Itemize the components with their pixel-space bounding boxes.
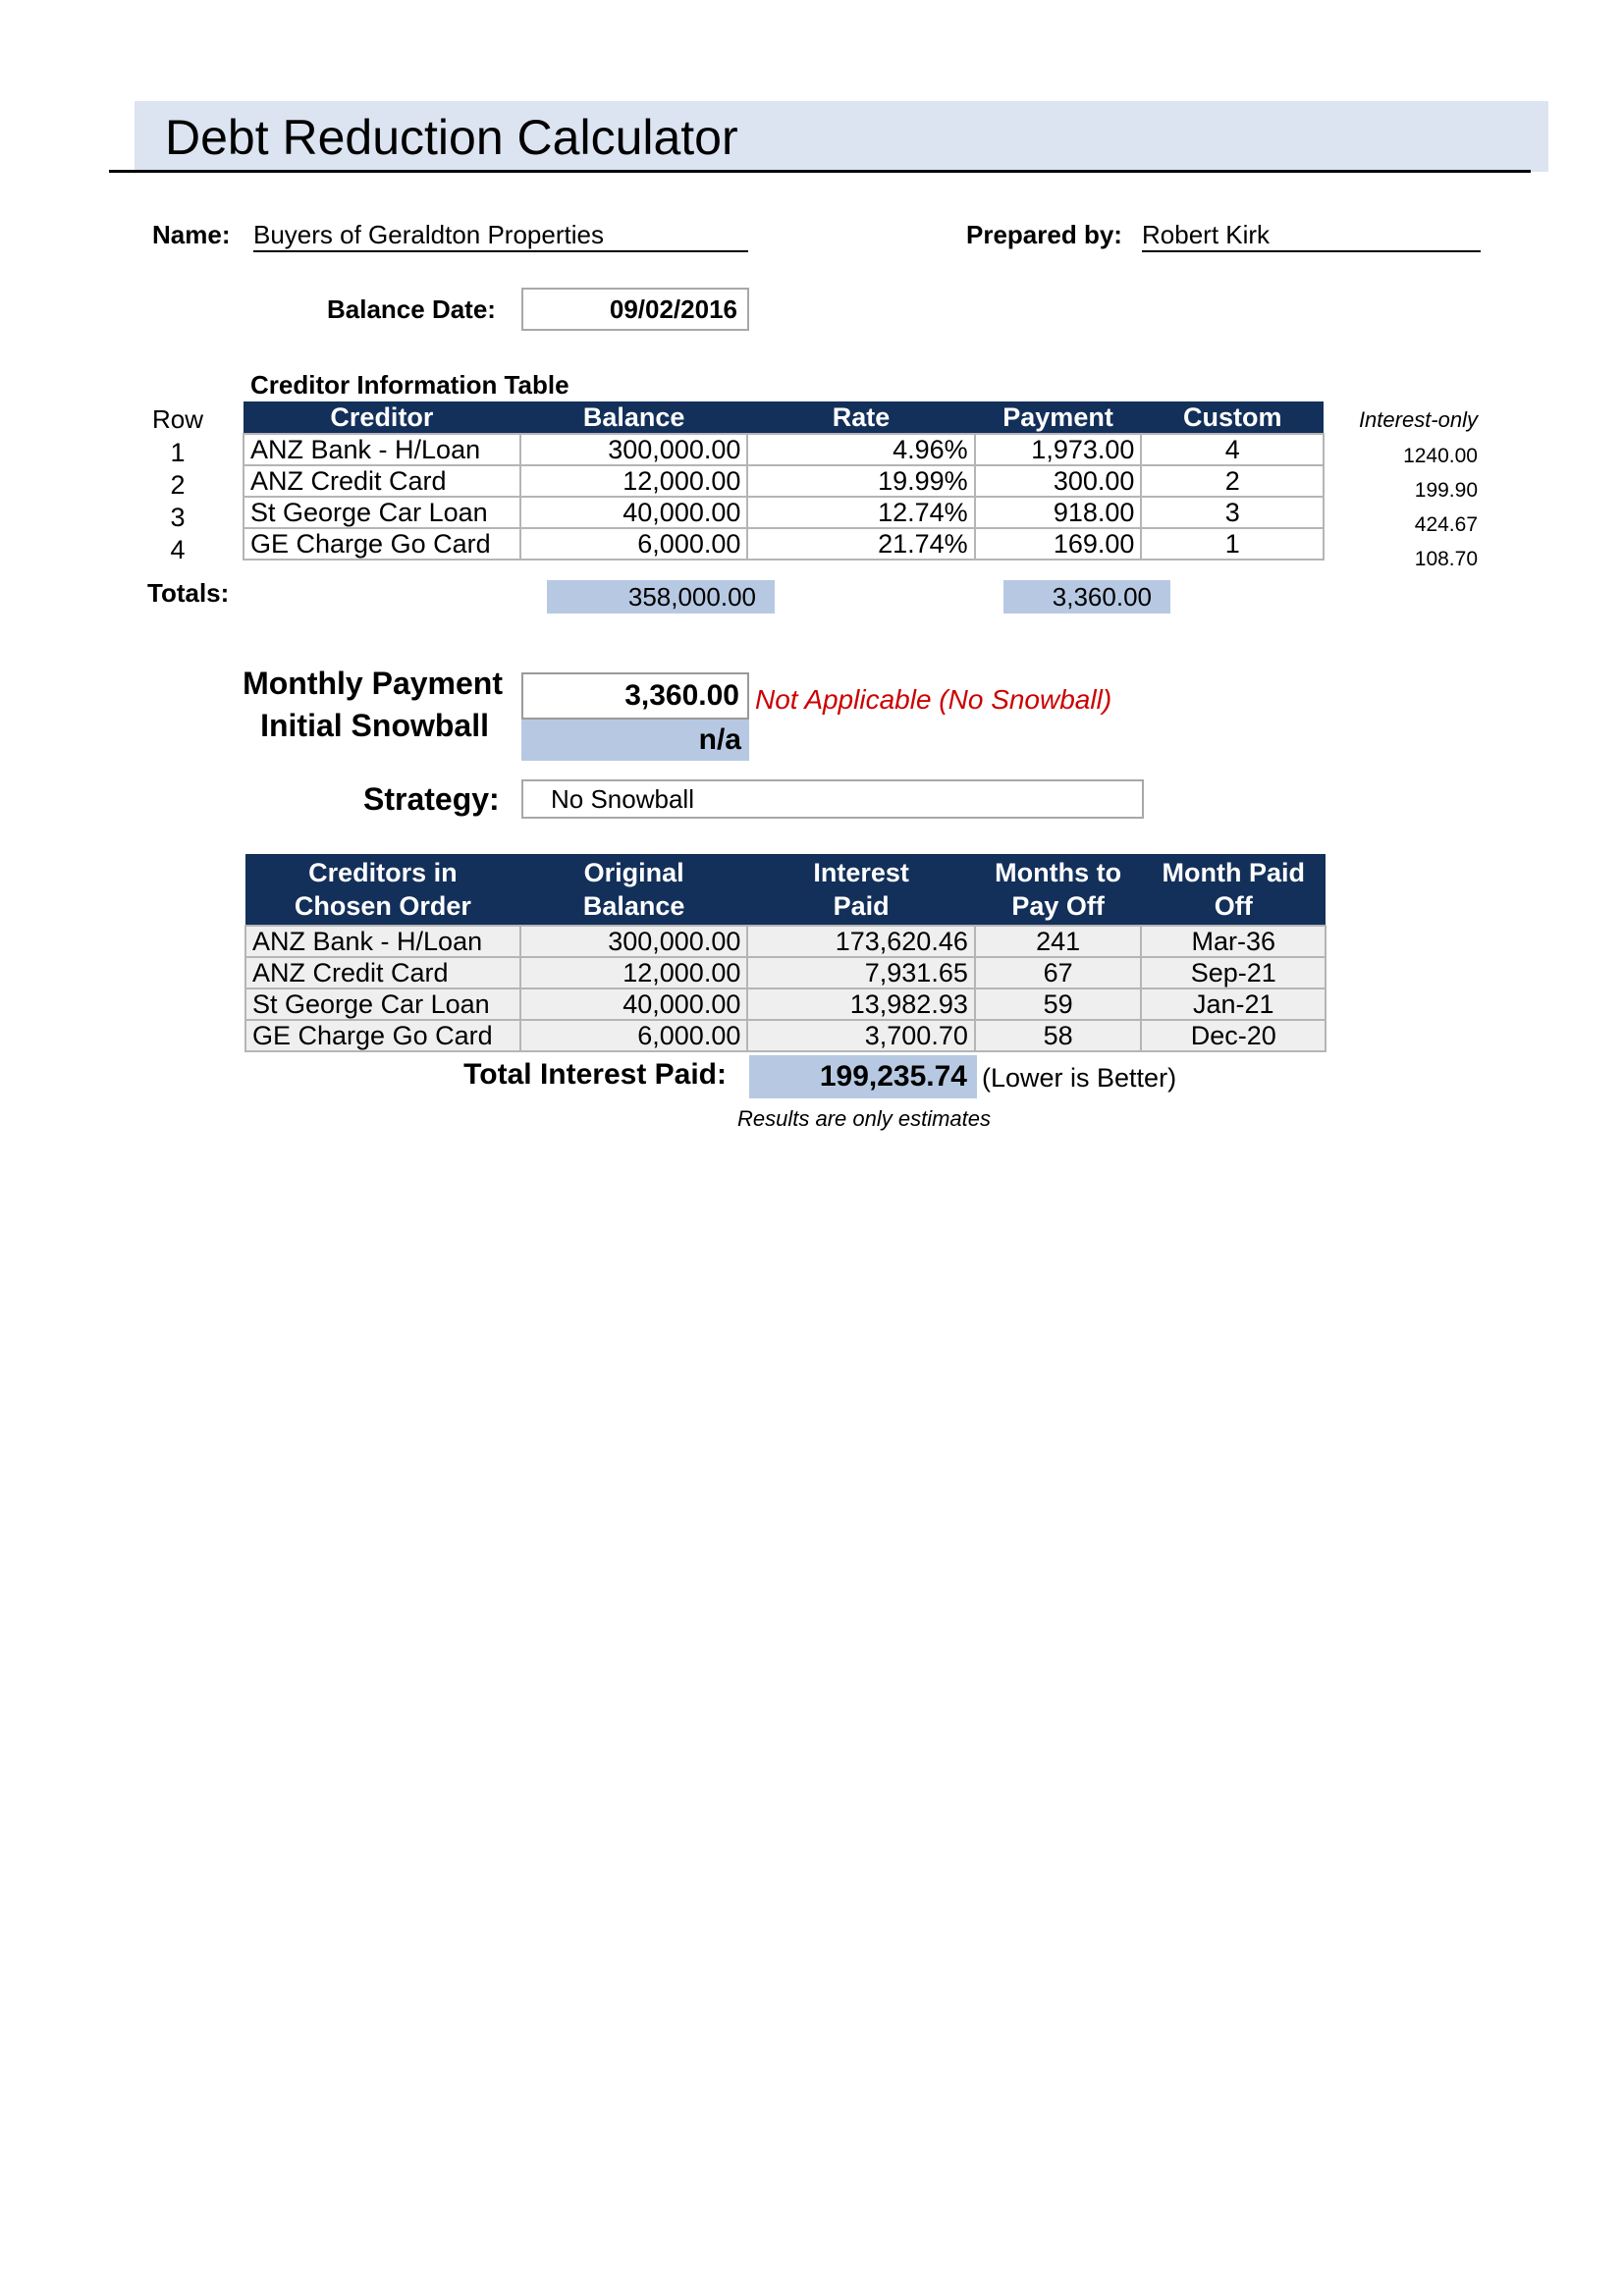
balance-cell[interactable]: 6,000.00 [520, 528, 748, 560]
prepared-by-field[interactable]: Robert Kirk [1142, 219, 1481, 252]
total-payment: 3,360.00 [1003, 580, 1170, 614]
col-interest-paid-line1: Interest [813, 858, 909, 887]
result-original-balance: 300,000.00 [520, 926, 748, 957]
payment-cell[interactable]: 300.00 [975, 465, 1142, 497]
initial-snowball-label: Initial Snowball [260, 708, 489, 743]
strategy-select[interactable]: No Snowball [521, 779, 1144, 819]
result-creditor: ANZ Credit Card [245, 957, 520, 988]
name-field[interactable]: Buyers of Geraldton Properties [253, 219, 748, 252]
interest-only-value: 424.67 [1414, 513, 1478, 536]
interest-only-header: Interest-only [1358, 407, 1478, 432]
table-row [245, 988, 1326, 1020]
col-month-paid-off [1141, 854, 1326, 926]
custom-cell[interactable]: 2 [1141, 465, 1324, 497]
col-interest-paid-line2: Paid [833, 891, 890, 921]
creditor-table [243, 401, 1325, 561]
interest-only-list [1360, 439, 1478, 576]
custom-cell[interactable]: 3 [1141, 497, 1324, 528]
result-months: 241 [975, 926, 1142, 957]
result-original-balance: 6,000.00 [520, 1020, 748, 1051]
row-header: Row [152, 404, 204, 434]
strategy-label: Strategy: [363, 781, 500, 817]
col-creditors-order-line1: Creditors in [308, 858, 458, 887]
result-months: 67 [975, 957, 1142, 988]
creditor-cell[interactable]: ANZ Bank - H/Loan [244, 434, 520, 465]
title-divider [109, 170, 1531, 173]
row-number: 2 [170, 470, 186, 500]
snowball-note: Not Applicable (No Snowball) [755, 684, 1112, 715]
rate-cell[interactable]: 12.74% [747, 497, 974, 528]
rate-cell[interactable]: 4.96% [747, 434, 974, 465]
balance-date-label: Balance Date: [327, 294, 496, 324]
row-number-list [148, 437, 207, 566]
table-row [245, 926, 1326, 957]
row-number: 3 [170, 503, 186, 532]
creditor-cell[interactable]: ANZ Credit Card [244, 465, 520, 497]
creditor-table-header [244, 401, 1324, 434]
result-paid-off: Mar-36 [1141, 926, 1326, 957]
monthly-payment-field[interactable]: 3,360.00 [521, 672, 749, 720]
col-months-line1: Months to [995, 858, 1122, 887]
rate-cell[interactable]: 21.74% [747, 528, 974, 560]
table-row [244, 528, 1324, 560]
col-original-balance-line1: Original [583, 858, 684, 887]
interest-only-value: 199.90 [1414, 479, 1478, 502]
name-label: Name: [152, 220, 231, 249]
col-months-to-pay-off [975, 854, 1142, 926]
col-interest-paid [747, 854, 975, 926]
result-interest-paid: 7,931.65 [747, 957, 975, 988]
totals-label: Totals: [147, 578, 230, 608]
balance-cell[interactable]: 40,000.00 [520, 497, 748, 528]
results-table [244, 854, 1326, 1052]
result-months: 59 [975, 988, 1142, 1020]
col-creditors-order [245, 854, 520, 926]
result-creditor: St George Car Loan [245, 988, 520, 1020]
result-interest-paid: 13,982.93 [747, 988, 975, 1020]
total-balance: 358,000.00 [547, 580, 775, 614]
monthly-payment-label: Monthly Payment [243, 666, 503, 701]
balance-cell[interactable]: 12,000.00 [520, 465, 748, 497]
balance-cell[interactable]: 300,000.00 [520, 434, 748, 465]
result-creditor: ANZ Bank - H/Loan [245, 926, 520, 957]
rate-cell[interactable]: 19.99% [747, 465, 974, 497]
prepared-by-label: Prepared by: [966, 220, 1122, 249]
results-table-header [245, 854, 1326, 926]
result-paid-off: Jan-21 [1141, 988, 1326, 1020]
custom-cell[interactable]: 4 [1141, 434, 1324, 465]
table-row [245, 957, 1326, 988]
table-row [245, 1020, 1326, 1051]
interest-only-value: 108.70 [1414, 548, 1478, 570]
creditor-cell[interactable]: St George Car Loan [244, 497, 520, 528]
result-interest-paid: 173,620.46 [747, 926, 975, 957]
col-month-paid-line1: Month Paid [1162, 858, 1305, 887]
total-interest-label: Total Interest Paid: [463, 1058, 727, 1091]
payment-cell[interactable]: 169.00 [975, 528, 1142, 560]
row-number: 1 [170, 438, 186, 467]
col-original-balance [520, 854, 748, 926]
result-original-balance: 12,000.00 [520, 957, 748, 988]
col-balance: Balance [520, 401, 748, 434]
result-interest-paid: 3,700.70 [747, 1020, 975, 1051]
result-paid-off: Dec-20 [1141, 1020, 1326, 1051]
table-row [244, 497, 1324, 528]
creditor-table-caption: Creditor Information Table [250, 370, 569, 400]
initial-snowball-value: n/a [521, 720, 749, 761]
col-month-paid-line2: Off [1214, 891, 1253, 921]
table-row [244, 465, 1324, 497]
col-custom: Custom [1141, 401, 1324, 434]
total-interest-value: 199,235.74 [749, 1055, 977, 1098]
interest-only-value: 1240.00 [1403, 445, 1478, 467]
custom-cell[interactable]: 1 [1141, 528, 1324, 560]
page-title: Debt Reduction Calculator [165, 110, 738, 165]
table-row [244, 434, 1324, 465]
result-creditor: GE Charge Go Card [245, 1020, 520, 1051]
col-creditor: Creditor [244, 401, 520, 434]
col-original-balance-line2: Balance [582, 891, 685, 921]
col-creditors-order-line2: Chosen Order [294, 891, 471, 921]
result-original-balance: 40,000.00 [520, 988, 748, 1020]
creditor-cell[interactable]: GE Charge Go Card [244, 528, 520, 560]
result-paid-off: Sep-21 [1141, 957, 1326, 988]
result-months: 58 [975, 1020, 1142, 1051]
payment-cell[interactable]: 918.00 [975, 497, 1142, 528]
balance-date-field[interactable]: 09/02/2016 [521, 288, 749, 331]
payment-cell[interactable]: 1,973.00 [975, 434, 1142, 465]
col-rate: Rate [747, 401, 974, 434]
lower-is-better-note: (Lower is Better) [982, 1063, 1177, 1093]
col-months-line2: Pay Off [1011, 891, 1105, 921]
col-payment: Payment [975, 401, 1142, 434]
disclaimer-note: Results are only estimates [737, 1106, 991, 1131]
row-number: 4 [170, 535, 186, 564]
